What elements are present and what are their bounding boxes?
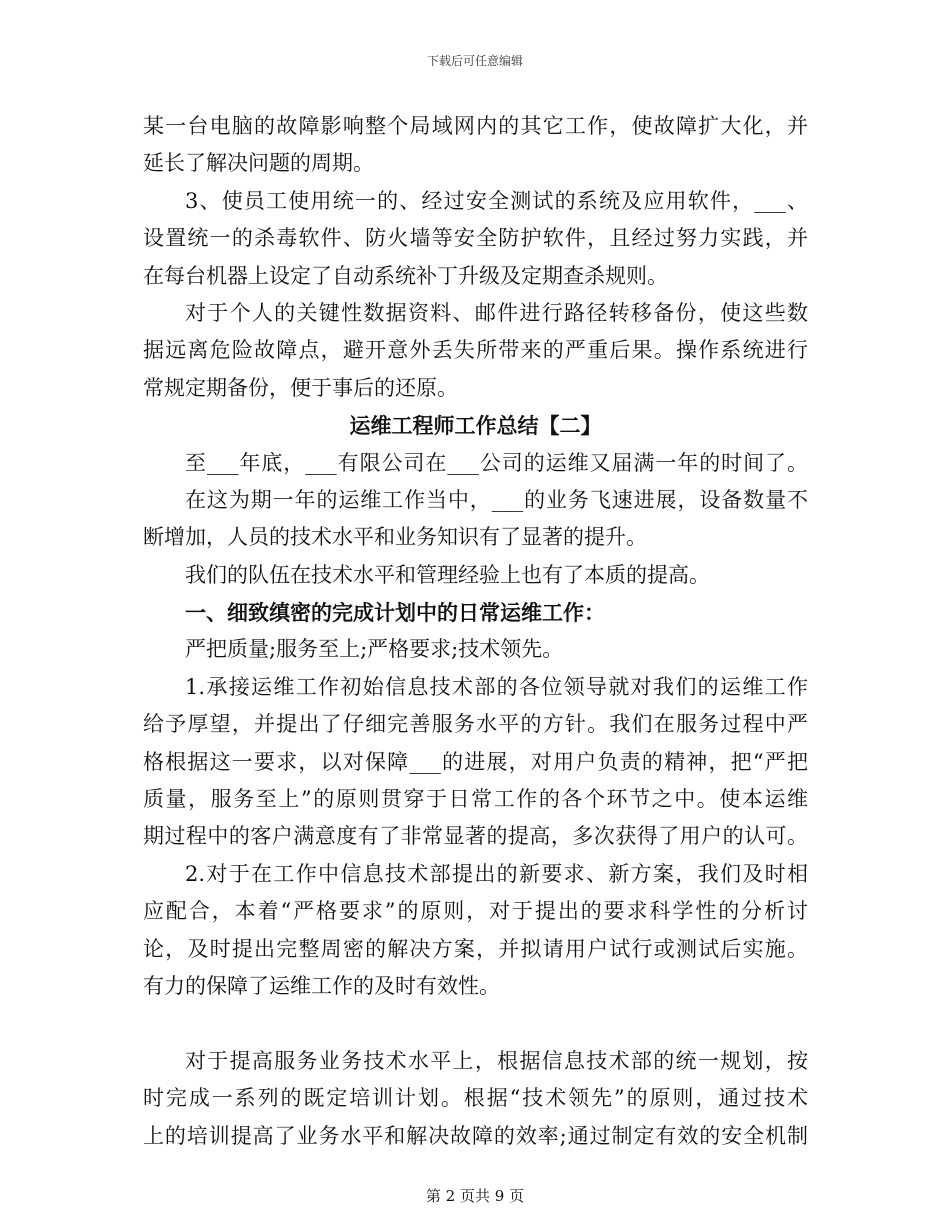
- text-line: 我们的队伍在技术水平和管理经验上也有了本质的提高。: [185, 562, 710, 587]
- text-line: 至___年底，___有限公司在___公司的运维又届满一年的时间了。: [185, 450, 808, 475]
- text-line: 质量，服务至上”的原则贯穿于日常工作的各个环节之中。使本运维: [143, 787, 808, 812]
- section-title: 运维工程师工作总结【二】: [349, 413, 602, 439]
- document-body: [143, 108, 808, 1155]
- text-line: 对于个人的关键性数据资料、邮件进行路径转移备份，使这些数: [185, 300, 808, 325]
- text-line: 设置统一的杀毒软件、防火墙等安全防护软件，且经过努力实践，并: [143, 226, 808, 251]
- text-line: 2.对于在工作中信息技术部提出的新要求、新方案，我们及时相: [185, 861, 808, 886]
- text-line: 给予厚望，并提出了仔细完善服务水平的方针。我们在服务过程中严: [143, 712, 808, 737]
- text-line: 据远离危险故障点，避开意外丢失所带来的严重后果。操作系统进行: [143, 338, 808, 363]
- text-line: 上的培训提高了业务水平和解决故障的效率;通过制定有效的安全机制: [143, 1123, 808, 1148]
- text-line: 在这为期一年的运维工作当中，___的业务飞速进展，设备数量不: [185, 487, 808, 512]
- page-footer: 第 2 页共 9 页: [425, 1187, 525, 1205]
- section-heading: 一、细致缜密的完成计划中的日常运维工作：: [185, 600, 605, 626]
- text-line: 严把质量;服务至上;严格要求;技术领先。: [185, 637, 564, 662]
- text-line: 在每台机器上设定了自动系统补丁升级及定期查杀规则。: [143, 263, 668, 288]
- text-line: 应配合，本着“严格要求”的原则，对于提出的要求科学性的分析讨: [143, 899, 808, 924]
- text-line: 有力的保障了运维工作的及时有效性。: [143, 973, 500, 998]
- text-line: 期过程中的客户满意度有了非常显著的提高，多次获得了用户的认可。: [143, 824, 808, 849]
- text-line: 1.承接运维工作初始信息技术部的各位领导就对我们的运维工作: [185, 674, 808, 699]
- page-header: 下载后可任意编辑: [426, 54, 523, 68]
- text-line: 常规定期备份，便于事后的还原。: [143, 375, 458, 400]
- text-line: 某一台电脑的故障影响整个局域网内的其它工作，使故障扩大化，并: [143, 114, 808, 138]
- text-line: 3、使员工使用统一的、经过安全测试的系统及应用软件，___、: [185, 188, 808, 213]
- text-line: 延长了解决问题的周期。: [143, 151, 374, 176]
- text-line: 格根据这一要求，以对保障___的进展，对用户负责的精神，把“严把: [143, 749, 808, 774]
- text-line: 时完成一系列的既定培训计划。根据“技术领先”的原则，通过技术: [143, 1086, 808, 1111]
- text-line: 断增加，人员的技术水平和业务知识有了显著的提升。: [143, 525, 647, 550]
- text-line: 对于提高服务业务技术水平上，根据信息技术部的统一规划，按: [185, 1048, 808, 1073]
- blank-line: [143, 1005, 808, 1042]
- text-line: 论，及时提出完整周密的解决方案，并拟请用户试行或测试后实施。: [143, 936, 808, 961]
